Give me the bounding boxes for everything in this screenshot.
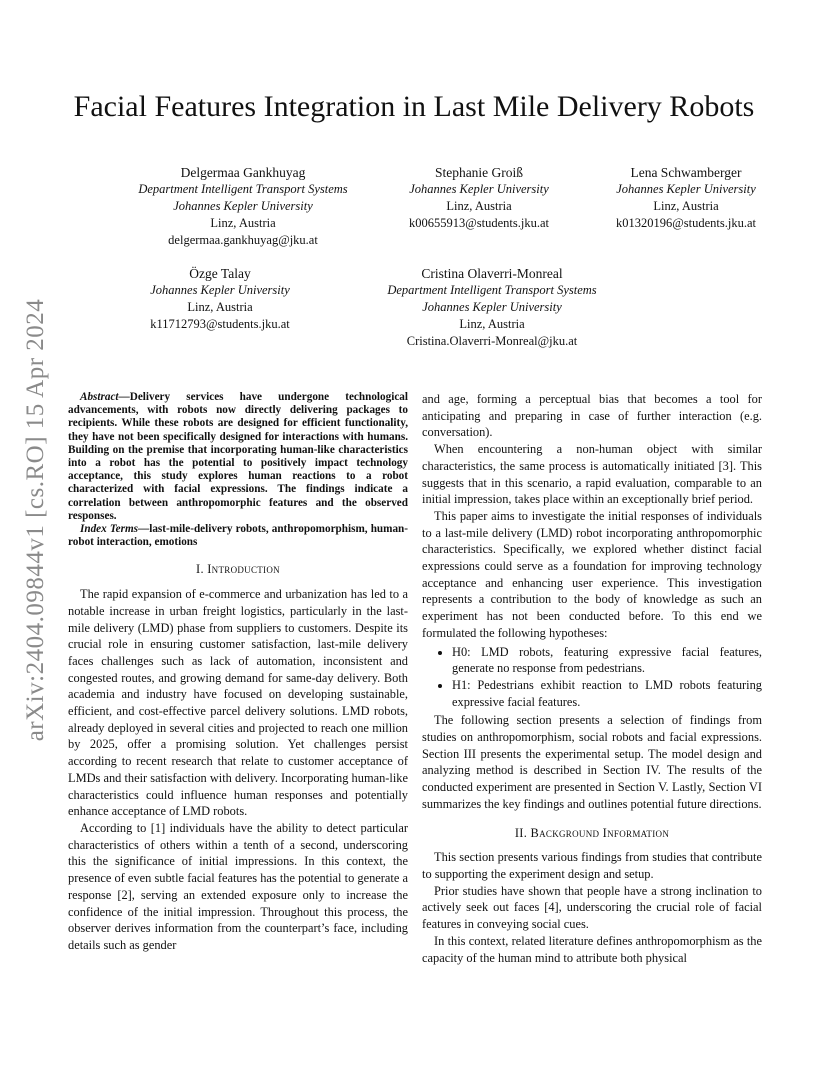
author-email: k00655913@students.jku.at bbox=[409, 216, 549, 230]
paper-title: Facial Features Integration in Last Mile Delivery Robots bbox=[73, 90, 755, 124]
author-name: Cristina Olaverri-Monreal bbox=[421, 266, 563, 281]
author-email: k01320196@students.jku.at bbox=[616, 216, 756, 230]
section-heading-introduction: I. Introduction bbox=[196, 562, 280, 577]
author-affiliation: Johannes Kepler University bbox=[150, 283, 290, 297]
paragraph: The following section presents a selection of findings from studies on anthropomorphism, social robots and facial expressions. Section III presents the experimental setup. The model design and analyzing method is described in Section IV. The results of the conducted experiment are presented in Section V. Lastly, Section VI summarizes the key findings and outlines potential future directions. bbox=[422, 713, 762, 811]
author-affiliation: Johannes Kepler University bbox=[616, 182, 756, 196]
right-column bbox=[422, 391, 762, 966]
author-email: k11712793@students.jku.at bbox=[150, 317, 290, 331]
index-terms bbox=[68, 523, 408, 549]
author-city: Linz, Austria bbox=[459, 317, 525, 331]
author-email: delgermaa.gankhuyag@jku.at bbox=[168, 233, 318, 247]
abstract-text: —Delivery services have undergone technological advancements, with robots now directly delivering packages to recipients. While these robots are designed for efficient functionality, they have not been specifically designed for interactions with humans. Building on the premise that incorporating human-like characteristics into a robot has the potential to positively impact technology acceptance, this study explores human reactions to a robot characterized with facial expressions. The findings indicate a correlation between anthropomorphic features and the observed responses. bbox=[68, 391, 408, 522]
author-block-2 bbox=[384, 164, 574, 232]
author-city: Linz, Austria bbox=[653, 199, 719, 213]
author-city: Linz, Austria bbox=[446, 199, 512, 213]
author-city: Linz, Austria bbox=[210, 216, 276, 230]
section-heading-background: II. Background Information bbox=[514, 825, 670, 840]
paragraph: and age, forming a perceptual bias that becomes a tool for anticipating and preparing in case of further interaction (e.g. conversation). bbox=[422, 392, 762, 440]
author-affiliation: Johannes Kepler University bbox=[173, 199, 313, 213]
author-name: Lena Schwamberger bbox=[630, 165, 742, 180]
author-block-4 bbox=[130, 265, 310, 333]
author-city: Linz, Austria bbox=[187, 300, 253, 314]
index-terms-label: Index Terms bbox=[80, 523, 139, 536]
paragraph: When encountering a non-human object with similar characteristics, the same process is automatically initiated [3]. This suggests that in this scenario, a rapid evaluation, comparable to an initial impression, takes place within an exceptionally brief period. bbox=[422, 442, 762, 507]
arxiv-identifier: arXiv:2404.09844v1 [cs.RO] 15 Apr 2024 bbox=[22, 298, 49, 742]
author-name: Stephanie Groiß bbox=[434, 165, 524, 180]
author-affiliation: Department Intelligent Transport Systems bbox=[387, 283, 597, 297]
author-name: Özge Talay bbox=[189, 266, 251, 281]
hypotheses-list bbox=[422, 644, 762, 711]
paragraph: This section presents various findings from studies that contribute to supporting the experiment design and setup. bbox=[422, 850, 762, 881]
paragraph: According to [1] individuals have the ability to detect particular characteristics of others within a tenth of a second, underscoring this the significance of initial impressions. In this context, the presence of even subtle facial features has the potential to generate a response [2], serving an extended exposure only to increase the confidence of the initial impression. Throughout this process, the observer derives information from the counterpart’s face, including details such as gender bbox=[68, 820, 408, 952]
paragraph: The rapid expansion of e-commerce and urbanization has led to a notable increase in urban freight logistics, particularly in the last-mile delivery (LMD) phase from suppliers to customers. Despite its crucial role in ensuring customer satisfaction, last-mile delivery faces challenges such as lack of automation, inconsistent and congested routes, and growing demand for same-day delivery. Both academia and industry have focused on developing sustainable, efficient, and cost-effective parcel delivery solutions. LMD robots, already deployed in several cities and projected to reach one million by 2025, offer a promising solution. Yet challenges persist according to recent research that relate to customer acceptance of LMDs and their satisfaction with delivery. Incorporating human-like characteristics could influence human responses and potentially enhance acceptance of LMD robots. bbox=[68, 587, 408, 819]
author-block-1 bbox=[118, 164, 368, 249]
author-affiliation: Johannes Kepler University bbox=[409, 182, 549, 196]
author-block-5 bbox=[362, 265, 622, 350]
left-column bbox=[68, 391, 408, 954]
author-block-3 bbox=[596, 164, 776, 232]
abstract-label: Abstract bbox=[80, 391, 119, 403]
author-affiliation: Johannes Kepler University bbox=[422, 300, 562, 314]
paragraph: This paper aims to investigate the initial responses of individuals to a last-mile delivery (LMD) robot incorporating anthropomorphic characteristics. Specifically, we explored whether distinct facial expressions could serve as a foundation for improving technology acceptance and enhancing user experience. This investigation represents a contribution to the body of knowledge as such an experiment has not been conducted before. To this end we formulated the following hypotheses: bbox=[422, 508, 762, 640]
author-affiliation: Department Intelligent Transport Systems bbox=[138, 182, 348, 196]
abstract bbox=[68, 391, 408, 523]
paragraph: In this context, related literature defines anthropomorphism as the capacity of the human mind to attribute both physical bbox=[422, 933, 762, 965]
list-item: • H1: Pedestrians exhibit reaction to LMD robots featuring expressive facial features. bbox=[452, 677, 762, 710]
index-terms-text: —last-mile-delivery robots, anthropomorphism, human-robot interaction, emotions bbox=[68, 523, 408, 549]
author-email: Cristina.Olaverri-Monreal@jku.at bbox=[406, 334, 578, 348]
author-name: Delgermaa Gankhuyag bbox=[180, 165, 306, 180]
list-item: • H0: LMD robots, featuring expressive facial features, generate no response from pedestrians. bbox=[452, 644, 762, 677]
paragraph: Prior studies have shown that people have a strong inclination to actively seek out faces [4], underscoring the crucial role of facial features in conveying social cues. bbox=[422, 883, 762, 932]
